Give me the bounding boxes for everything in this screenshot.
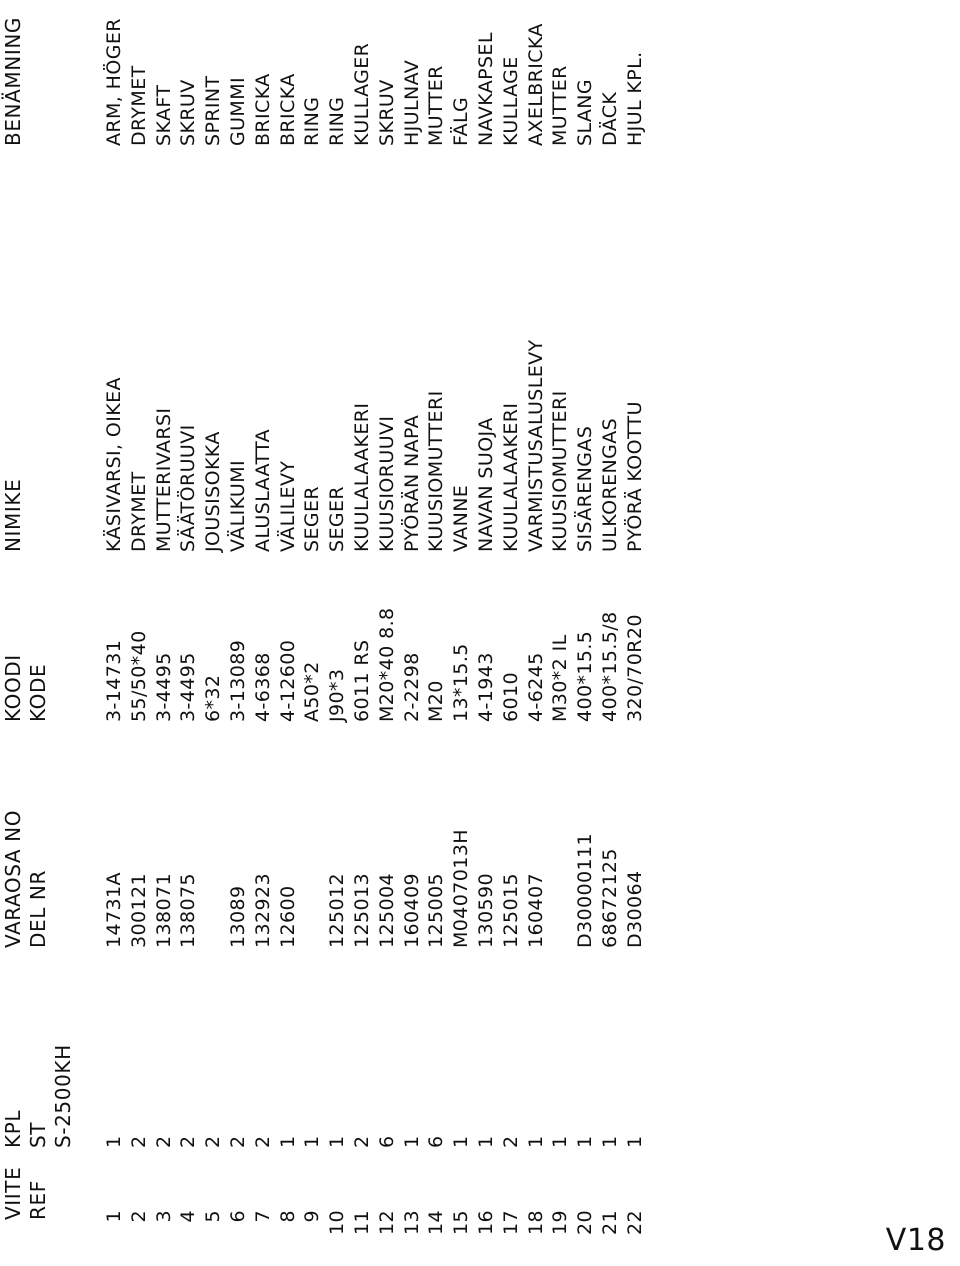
cell-name-sv: SKRUV: [375, 79, 398, 146]
cell-qty: 6: [425, 1135, 448, 1148]
cell-part-no: 160407: [524, 873, 547, 948]
cell-qty: 1: [400, 1135, 423, 1148]
cell-name-fi: VÄLIKUMI: [227, 459, 249, 552]
header-model: S-2500KH: [51, 1044, 75, 1148]
cell-qty: 1: [549, 1135, 572, 1148]
cell-qty: 2: [227, 1135, 249, 1148]
cell-name-sv: GUMMI: [227, 76, 249, 146]
cell-name-sv: DÄCK: [599, 91, 621, 146]
cell-code: 6010: [499, 672, 522, 722]
cell-code: 3-14731: [103, 639, 125, 722]
cell-code: 13*15.5: [450, 643, 473, 722]
cell-ref: 5: [202, 1210, 225, 1223]
cell-qty: 2: [127, 1135, 150, 1148]
cell-code: 3-4495: [152, 652, 175, 722]
cell-qty: 2: [251, 1135, 274, 1148]
cell-name-sv: BRICKA: [251, 73, 274, 146]
cell-part-no: 138075: [177, 873, 200, 948]
cell-qty: 1: [301, 1135, 324, 1148]
cell-name-sv: MUTTER: [425, 65, 448, 146]
cell-name-fi: KUULALAAKERI: [499, 402, 522, 552]
cell-qty: 1: [326, 1135, 349, 1148]
cell-ref: 13: [400, 1210, 423, 1235]
cell-name-sv: KULLAGE: [499, 56, 522, 146]
cell-qty: 1: [574, 1135, 597, 1148]
cell-qty: 2: [202, 1135, 225, 1148]
cell-name-sv: SLANG: [574, 78, 597, 146]
cell-name-fi: VARMISTUSALUSLEVY: [524, 339, 547, 552]
cell-qty: 1: [475, 1135, 497, 1148]
cell-name-fi: KUUSIOMUTTERI: [549, 390, 572, 552]
cell-ref: 18: [524, 1210, 547, 1235]
cell-code: 4-6368: [251, 652, 274, 722]
cell-part-no: 125015: [499, 873, 522, 948]
cell-ref: 6: [227, 1210, 249, 1223]
cell-ref: 21: [599, 1210, 621, 1235]
cell-code: 6011 RS: [351, 639, 373, 722]
cell-qty: 2: [499, 1135, 522, 1148]
cell-qty: 2: [152, 1135, 175, 1148]
cell-part-no: M0407013H: [450, 829, 473, 948]
cell-ref: 12: [375, 1210, 398, 1235]
cell-code: M30*2 IL: [549, 634, 572, 722]
cell-part-no: 132923: [251, 873, 274, 948]
cell-code: A50*2: [301, 661, 324, 722]
cell-code: 4-12600: [276, 639, 299, 722]
header-kode: KODE: [26, 663, 50, 722]
cell-ref: 11: [351, 1210, 373, 1235]
cell-ref: 9: [301, 1210, 324, 1223]
cell-name-fi: JOUSISOKKA: [202, 431, 225, 552]
cell-code: 400*15.5/8: [599, 611, 621, 722]
cell-name-fi: ALUSLAATTA: [251, 428, 274, 552]
cell-name-fi: VÄLILEVY: [276, 460, 299, 552]
cell-qty: 1: [276, 1135, 299, 1148]
header-nimike: NIMIKE: [1, 478, 25, 552]
cell-qty: 1: [623, 1135, 646, 1148]
cell-qty: 2: [177, 1135, 200, 1148]
cell-code: 3-4495: [177, 652, 200, 722]
cell-part-no: 12600: [276, 885, 299, 948]
cell-name-sv: SKRUV: [177, 79, 200, 146]
cell-name-sv: RING: [301, 96, 324, 146]
cell-name-fi: PYÖRÄN NAPA: [400, 414, 423, 552]
cell-name-fi: SISÄRENGAS: [574, 425, 597, 552]
cell-ref: 16: [475, 1210, 497, 1235]
header-ref: REF: [26, 1180, 50, 1220]
cell-qty: 1: [450, 1135, 473, 1148]
cell-ref: 15: [450, 1210, 473, 1235]
cell-name-fi: DRYMET: [127, 471, 150, 552]
cell-ref: 20: [574, 1210, 597, 1235]
header-del-nr: DEL NR: [26, 870, 50, 948]
cell-name-sv: HJULNAV: [400, 59, 423, 146]
header-varaosa-no: VARAOSA NO: [1, 809, 25, 948]
cell-ref: 4: [177, 1210, 200, 1223]
cell-code: 400*15.5: [574, 630, 597, 722]
cell-code: 2-2298: [400, 652, 423, 722]
cell-ref: 3: [152, 1210, 175, 1223]
cell-qty: 1: [103, 1135, 125, 1148]
cell-name-fi: KÄSIVARSI, OIKEA: [103, 377, 125, 552]
cell-ref: 10: [326, 1210, 349, 1235]
cell-ref: 1: [103, 1210, 125, 1223]
cell-ref: 17: [499, 1210, 522, 1235]
cell-part-no: 130590: [475, 873, 497, 948]
cell-code: J90*3: [326, 668, 349, 722]
cell-name-sv: RING: [326, 96, 349, 146]
cell-name-sv: FÄLG: [450, 96, 473, 146]
cell-ref: 7: [251, 1210, 274, 1223]
cell-name-sv: HJUL KPL.: [623, 51, 646, 146]
cell-name-sv: DRYMET: [127, 65, 150, 146]
cell-part-no: 125004: [375, 873, 398, 948]
cell-part-no: 160409: [400, 873, 423, 948]
header-koodi: KOODI: [1, 654, 25, 722]
header-st: ST: [26, 1121, 50, 1148]
cell-part-no: D30064: [623, 870, 646, 948]
header-kpl: KPL: [1, 1109, 25, 1148]
cell-ref: 19: [549, 1210, 572, 1235]
cell-part-no: 300121: [127, 873, 150, 948]
cell-name-fi: SEGER: [326, 486, 349, 552]
cell-qty: 6: [375, 1135, 398, 1148]
cell-part-no: 138071: [152, 873, 175, 948]
page-number: V18: [885, 1223, 946, 1258]
header-viite: VIITE: [1, 1166, 25, 1220]
cell-part-no: D30000111: [574, 833, 597, 948]
cell-part-no: 125005: [425, 873, 448, 948]
cell-part-no: 13089: [227, 885, 249, 948]
cell-name-fi: SEGER: [301, 486, 324, 552]
cell-name-fi: MUTTERIVARSI: [152, 407, 175, 552]
cell-part-no: 125013: [351, 873, 373, 948]
cell-qty: 1: [599, 1135, 621, 1148]
cell-name-fi: KUUSIORUUVI: [375, 415, 398, 552]
cell-ref: 14: [425, 1210, 448, 1235]
cell-name-sv: SPRINT: [202, 75, 225, 146]
cell-name-fi: ULKORENGAS: [599, 417, 621, 552]
cell-part-no: 125012: [326, 873, 349, 948]
cell-name-sv: NAVKAPSEL: [475, 32, 497, 146]
cell-ref: 2: [127, 1210, 150, 1223]
cell-ref: 22: [623, 1210, 646, 1235]
cell-name-fi: KUULALAAKERI: [351, 402, 373, 552]
cell-code: 320/70R20: [623, 614, 646, 722]
cell-name-sv: ARM, HÖGER: [103, 18, 125, 146]
cell-code: 4-1943: [475, 652, 497, 722]
cell-code: 4-6245: [524, 652, 547, 722]
cell-name-sv: SKAFT: [152, 84, 175, 146]
cell-qty: 1: [524, 1135, 547, 1148]
cell-name-fi: VANNE: [450, 484, 473, 552]
cell-code: 3-13089: [227, 639, 249, 722]
cell-part-no: 14731A: [103, 872, 125, 948]
cell-name-sv: AXELBRICKA: [524, 23, 547, 146]
cell-code: M20*40 8.8: [375, 607, 398, 722]
cell-ref: 8: [276, 1210, 299, 1223]
cell-code: 6*32: [202, 674, 225, 722]
cell-name-fi: NAVAN SUOJA: [475, 417, 497, 552]
cell-name-fi: SÄÄTÖRUUVI: [177, 424, 200, 552]
cell-name-sv: KULLAGER: [351, 42, 373, 146]
cell-qty: 2: [351, 1135, 373, 1148]
cell-name-sv: BRICKA: [276, 73, 299, 146]
cell-code: 55/50*40: [127, 630, 150, 722]
header-benamning: BENÄMNING: [1, 17, 25, 146]
cell-code: M20: [425, 680, 448, 722]
cell-name-fi: PYÖRÄ KOOTTU: [623, 401, 646, 552]
cell-part-no: 68672125: [599, 848, 621, 948]
cell-name-sv: MUTTER: [549, 65, 572, 146]
cell-name-fi: KUUSIOMUTTERI: [425, 390, 448, 552]
